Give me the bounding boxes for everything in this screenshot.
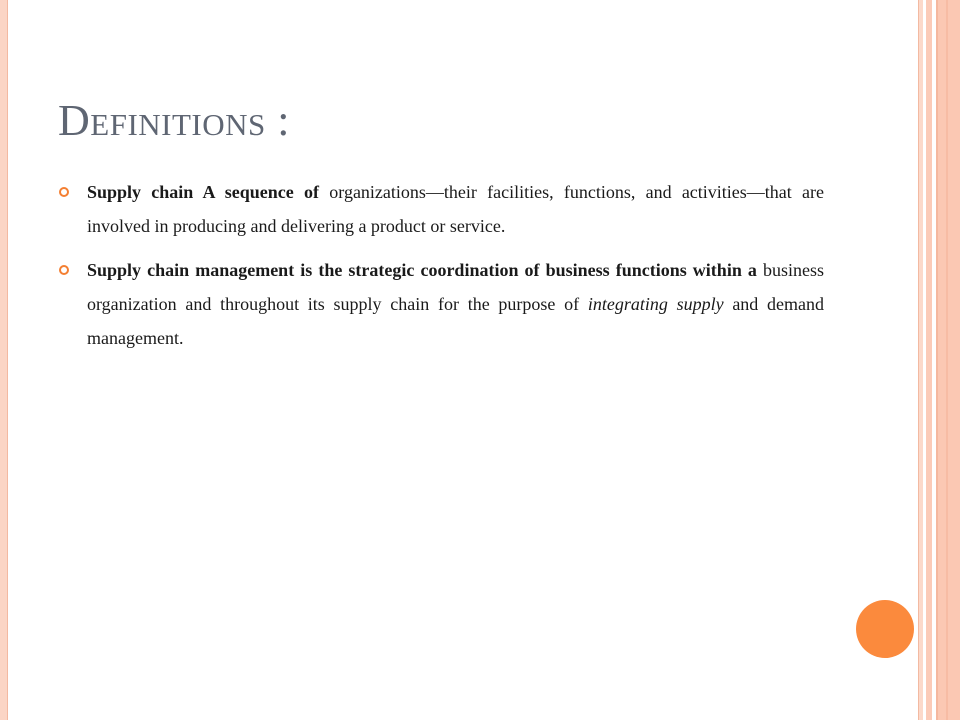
- bullet-text: business organization and throughout its supply chain for the purpose of: [87, 260, 824, 314]
- right-border-line: [946, 0, 948, 720]
- bullet-text: organizations—their facilities, functions, and activities—that are involved in producing and delivering a product or service.: [87, 182, 824, 236]
- right-border-stripe: [918, 0, 923, 720]
- slide-body: [58, 175, 824, 365]
- bullet-text: and demand management.: [87, 294, 825, 348]
- slide-title: Definitions :: [58, 96, 290, 145]
- orange-circle-decoration: [856, 600, 914, 658]
- left-border-decoration: [0, 0, 8, 720]
- right-border-band: [936, 0, 960, 720]
- bullet-italic-text: integrating supply: [587, 294, 724, 314]
- circle-bullet-icon: [59, 187, 69, 197]
- right-border-stripe: [926, 0, 932, 720]
- bullet-item-supply-chain-management: [58, 253, 824, 355]
- circle-bullet-icon: [59, 265, 69, 275]
- bullet-bold-text: Supply chain management is the strategic coordination of business functions within a: [87, 260, 757, 280]
- bullet-bold-text: Supply chain A sequence of: [87, 182, 320, 202]
- bullet-item-supply-chain: [58, 175, 824, 243]
